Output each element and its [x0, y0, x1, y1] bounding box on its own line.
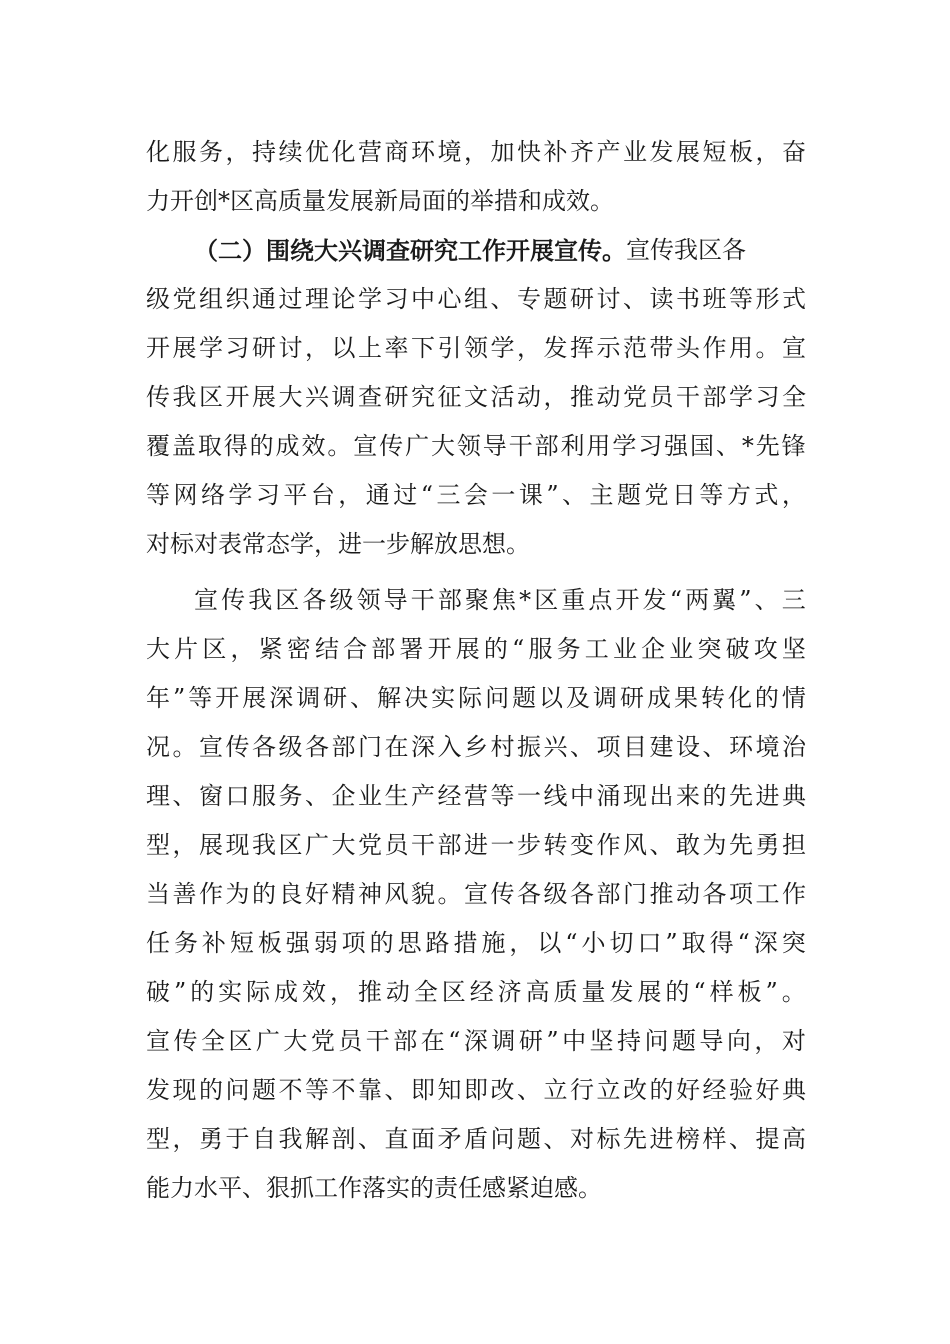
paragraph-2 — [146, 226, 806, 569]
text-line: 级 党 组 织 通 过 理 论 学 习 中 心 组 、 专 题 研 讨 、 读 书 班 等 形 式 — [146, 285, 806, 313]
text-line: 型 ， 勇 于 自 我 解 剖 、 直 面 矛 盾 问 题 、 对 标 先 进 榜 样 、 提 高 — [146, 1125, 806, 1153]
text-line-continuation: 宣传我区各 — [626, 236, 746, 264]
text-line: 况 。 宣 传 各 级 各 部 门 在 深 入 乡 村 振 兴 、 项 目 建 设 、 环 境 治 — [146, 733, 806, 761]
text-line: 破 ” 的 实 际 成 效 ， 推 动 全 区 经 济 高 质 量 发 展 的 “ 样 板 ” 。 — [146, 978, 806, 1006]
text-line-with-heading — [146, 226, 806, 275]
text-line: 宣 传 全 区 广 大 党 员 干 部 在 “ 深 调 研 ” 中 坚 持 问 题 导 向 ， 对 — [146, 1027, 806, 1055]
text-line: 等 网 络 学 习 平 台 ， 通 过 “ 三 会 一 课 ” 、 主 题 党 日 等 方 式 ， — [146, 481, 806, 509]
text-line: 力开创*区高质量发展新局面的举措和成效。 — [146, 187, 614, 215]
text-line: 能力水平、狠抓工作落实的责任感紧迫感。 — [146, 1174, 602, 1202]
text-line: 宣 传 我 区 各 级 领 导 干 部 聚 焦 * 区 重 点 开 发 “ 两 翼 ” 、 三 — [194, 586, 806, 614]
text-line: 覆 盖 取 得 的 成 效 。 宣 传 广 大 领 导 干 部 利 用 学 习 强 国 、 * 先 锋 — [146, 432, 806, 460]
text-line: 开 展 学 习 研 讨 ， 以 上 率 下 引 领 学 ， 发 挥 示 范 带 头 作 用 。 宣 — [146, 334, 806, 362]
text-line: 化 服 务 ， 持 续 优 化 营 商 环 境 ， 加 快 补 齐 产 业 发 展 短 板 ， 奋 — [146, 138, 806, 166]
text-line: 任 务 补 短 板 强 弱 项 的 思 路 措 施 ， 以 “ 小 切 口 ” 取 得 “ 深 突 — [146, 929, 806, 957]
text-line: 当 善 作 为 的 良 好 精 神 风 貌 。 宣 传 各 级 各 部 门 推 动 各 项 工 作 — [146, 880, 806, 908]
text-line: 对标对表常态学，进一步解放思想。 — [146, 530, 530, 558]
text-line: 年 ” 等 开 展 深 调 研 、 解 决 实 际 问 题 以 及 调 研 成 果 转 化 的 情 — [146, 684, 806, 712]
text-line: 大 片 区 ， 紧 密 结 合 部 署 开 展 的 “ 服 务 工 业 企 业 突 破 攻 坚 — [146, 635, 806, 663]
section-heading: （二）围绕大兴调查研究工作开展宣传。 — [194, 236, 626, 265]
text-line: 传 我 区 开 展 大 兴 调 查 研 究 征 文 活 动 ， 推 动 党 员 干 部 学 习 全 — [146, 383, 806, 411]
text-line: 发 现 的 问 题 不 等 不 靠 、 即 知 即 改 、 立 行 立 改 的 好 经 验 好 典 — [146, 1076, 806, 1104]
paragraph-3 — [146, 576, 806, 1213]
text-line: 型 ， 展 现 我 区 广 大 党 员 干 部 进 一 步 转 变 作 风 、 敢 为 先 勇 担 — [146, 831, 806, 859]
paragraph-1 — [146, 128, 806, 226]
text-line: 理 、 窗 口 服 务 、 企 业 生 产 经 营 等 一 线 中 涌 现 出 来 的 先 进 典 — [146, 782, 806, 810]
